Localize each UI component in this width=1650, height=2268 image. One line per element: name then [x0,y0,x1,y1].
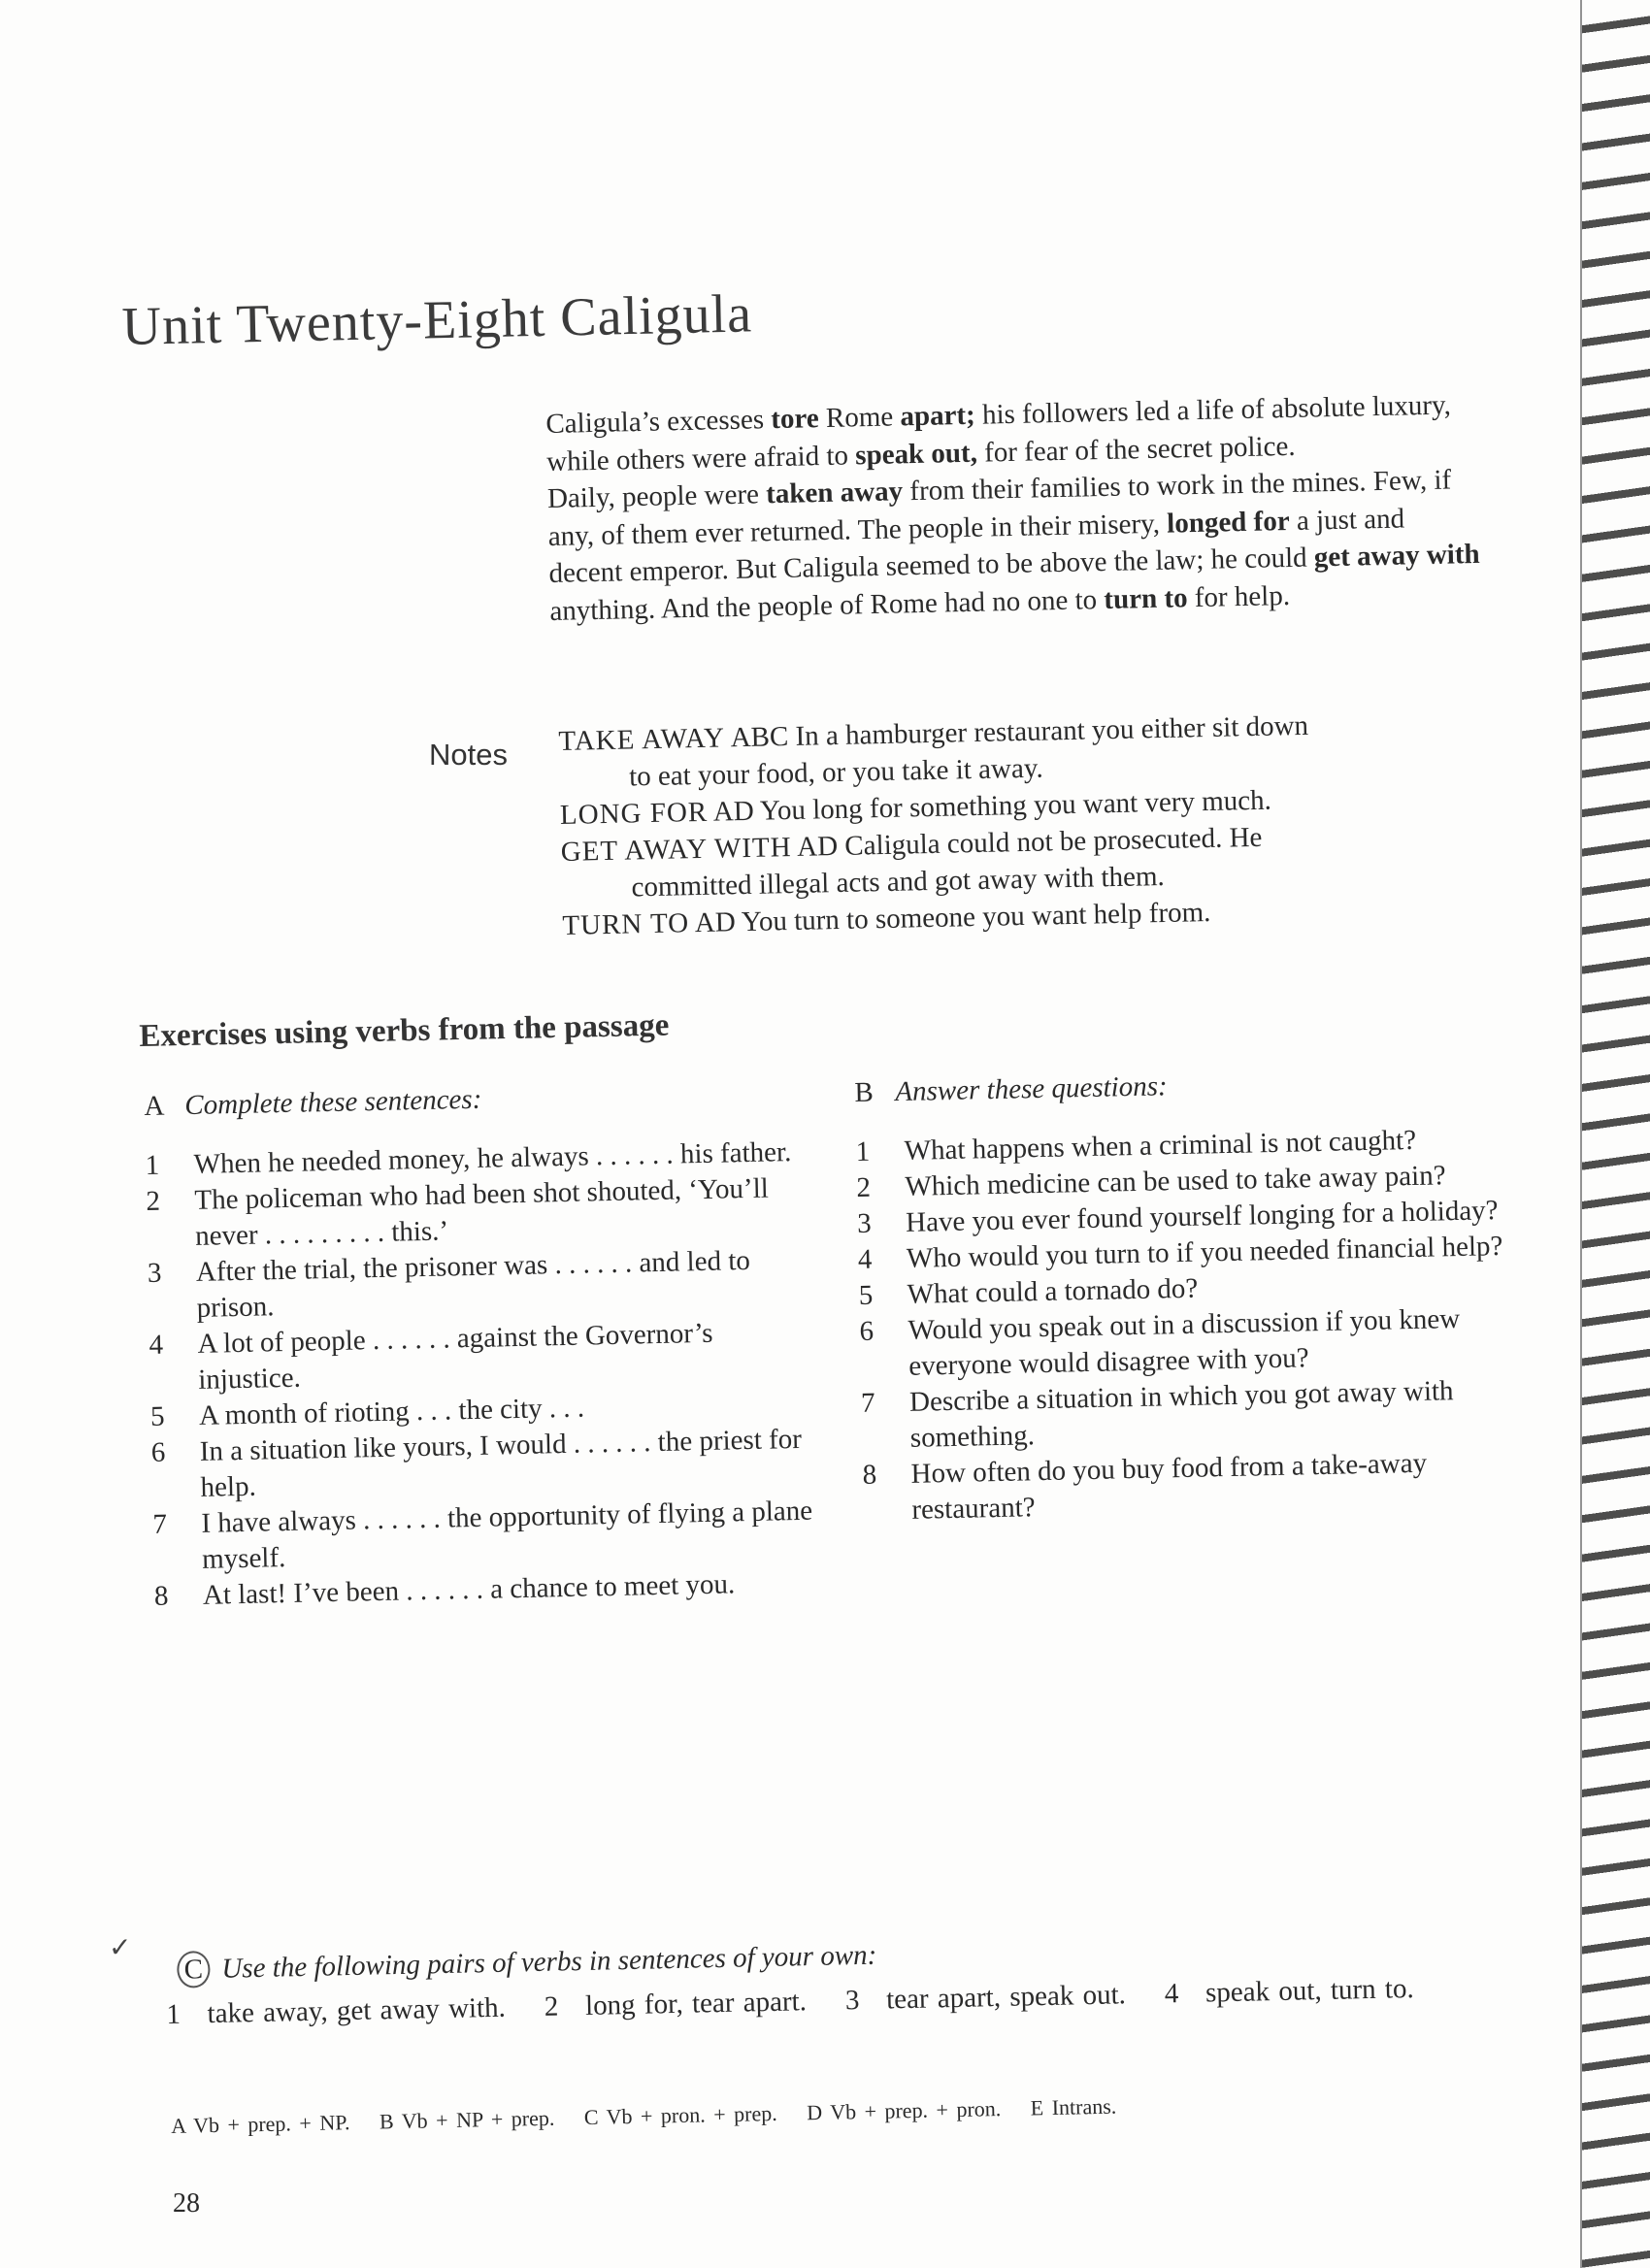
grammar-code-legend [171,2087,1433,2139]
passage-text: a just and decent emperor. But Caligula seemed to be above the law; he could [548,502,1405,589]
exercise-a-items [145,1134,814,1615]
note-definition-cont: to eat your food, or you take it away. [628,752,1043,793]
list-item [146,1170,807,1256]
item-text: Would you speak out in a discussion if you knew everyone would disagree with you? [908,1302,1461,1382]
notes-list [558,704,1485,944]
item-text: At last! I’ve been . . . . . . a chance to meet you. [202,1568,736,1611]
instruction-text: Use the following pairs of verbs in sentences of your own: [221,1939,877,1985]
exercise-b-items [855,1121,1523,1529]
highlighted-phrasal-verb: longed for [1166,505,1290,540]
item-text: A lot of people . . . . . . against the Governor’s injustice. [197,1317,713,1396]
note-codes: ABC [730,721,789,754]
list-item [152,1494,813,1579]
item-number: 8 [153,1580,169,1612]
item-text: Who would you turn to if you needed financial help? [906,1231,1503,1274]
exercise-letter: B [854,1076,874,1108]
exercise-a [144,1075,814,1615]
item-text: Which medicine can be used to take away pain? [905,1160,1446,1202]
item-number: 1 [855,1135,871,1167]
instruction-text: Answer these questions: [895,1070,1168,1108]
item-number: 3 [147,1257,162,1289]
note-codes: AD [694,906,737,939]
item-number: 6 [859,1315,874,1347]
item-number: 2 [544,1989,586,2022]
spacer [1126,2002,1165,2003]
item-text: long for, tear apart. [584,1986,808,2021]
notes-label: Notes [429,738,508,772]
item-number: 7 [860,1387,875,1419]
pen-tick-mark: ✓ [109,1933,132,1963]
passage-text: Daily, people were [546,478,767,514]
item-number: 8 [862,1459,877,1491]
exercise-a-instruction [144,1075,805,1125]
item-text: What could a tornado do? [907,1272,1199,1310]
spacer [506,2016,544,2017]
item-text: After the trial, the prisoner was . . . . . . and led to prison. [195,1244,751,1324]
item-text: In a situation like yours, I would . . . . . . the priest for help. [199,1423,803,1503]
note-term: TURN TO [562,907,690,941]
note-definition: You long for something you want very much. [759,784,1272,827]
list-item [862,1444,1523,1529]
unit-title: Unit Twenty-Eight Caligula [121,283,753,357]
exercise-b [854,1062,1524,1529]
note-codes: AD [712,795,755,828]
item-number: 2 [146,1185,161,1217]
item-text: When he needed money, he always . . . . . . his father. [193,1136,792,1180]
item-text: How often do you buy food from a take-away restaurant? [910,1447,1428,1526]
list-item [150,1422,811,1507]
highlighted-phrasal-verb: get away with [1313,538,1480,574]
note-term: LONG FOR [559,796,709,831]
item-text: What happens when a criminal is not caught? [904,1124,1417,1167]
note-definition: Caligula could not be prosecuted. He [844,821,1263,862]
legend-code-a: A Vb + prep. + NP. [171,2110,350,2138]
passage-text: from their families to work in the mines. Few, if any, of them ever returned. The people in their misery, [547,464,1452,552]
item-text: tear apart, speak out. [885,1979,1127,2016]
highlighted-phrasal-verb: speak out, [854,437,978,471]
passage-text: anything. And the people of Rome had no one to [549,583,1105,627]
item-number: 1 [145,1149,160,1181]
item-text: take away, get away with. [207,1991,507,2030]
exercise-c [165,1923,1497,2034]
item-number: 5 [858,1279,874,1311]
spacer [807,2009,845,2010]
highlighted-phrasal-verb: tore [770,403,820,436]
item-number: 7 [152,1508,168,1540]
passage-text: for help. [1187,579,1291,613]
item-number: 5 [149,1400,165,1432]
legend-code-d: D Vb + prep. + pron. [806,2096,1002,2125]
spiral-binding [1580,0,1650,2268]
reading-passage [545,386,1482,630]
passage-text: for fear of the secret police. [976,430,1296,469]
item-text: The policeman who had been shot shouted, ‘You’ll never . . . . . . . . . this.’ [194,1172,770,1252]
item-number: 4 [857,1243,873,1275]
item-text: speak out, turn to. [1204,1973,1414,2009]
legend-code-e: E Intrans. [1030,2093,1117,2120]
item-text: Describe a situation in which you got away with something. [908,1375,1454,1454]
instruction-text: Complete these sentences: [184,1083,482,1122]
highlighted-phrasal-verb: taken away [765,476,904,510]
page-number: 28 [173,2188,200,2219]
legend-code-c: C Vb + pron. + prep. [583,2100,777,2130]
item-number: 2 [856,1171,872,1203]
note-term: TAKE AWAY [558,722,726,757]
item-number: 3 [844,1984,887,2017]
list-item [148,1314,809,1399]
passage-text: Rome [818,401,901,435]
note-definition: You turn to someone you want help from. [741,896,1211,938]
passage-text: Caligula’s excesses [545,404,772,440]
item-number: 6 [150,1436,166,1468]
exercise-b-instruction [854,1062,1515,1111]
highlighted-phrasal-verb: turn to [1104,581,1188,615]
note-term: GET AWAY WITH [560,831,792,868]
highlighted-phrasal-verb: apart; [900,399,976,433]
passage-paragraph-2 [547,461,1482,630]
legend-code-b: B Vb + NP + prep. [379,2105,555,2134]
item-number: 4 [1164,1977,1206,2010]
item-text: Have you ever found yourself longing for a holiday? [905,1195,1499,1238]
list-item [861,1372,1522,1458]
note-codes: AD [796,830,839,863]
circled-letter-c: C [177,1951,211,1989]
exercise-letter: A [144,1090,165,1122]
note-definition: In a hamburger restaurant you either sit down [795,709,1309,752]
exercises-heading: Exercises using verbs from the passage [139,1007,670,1054]
list-item [859,1300,1520,1386]
passage-text: his followers led a life of absolute luxury, while others were afraid to [545,389,1452,477]
item-number: 4 [148,1329,164,1361]
list-item [148,1242,808,1328]
item-text: A month of rioting . . . the city . . . [198,1392,585,1431]
item-text: I have always . . . . . . the opportunity of flying a plane myself. [201,1495,813,1575]
item-number: 3 [856,1207,873,1239]
note-definition-cont: committed illegal acts and got away with them. [631,860,1166,904]
item-number: 1 [166,1998,208,2030]
